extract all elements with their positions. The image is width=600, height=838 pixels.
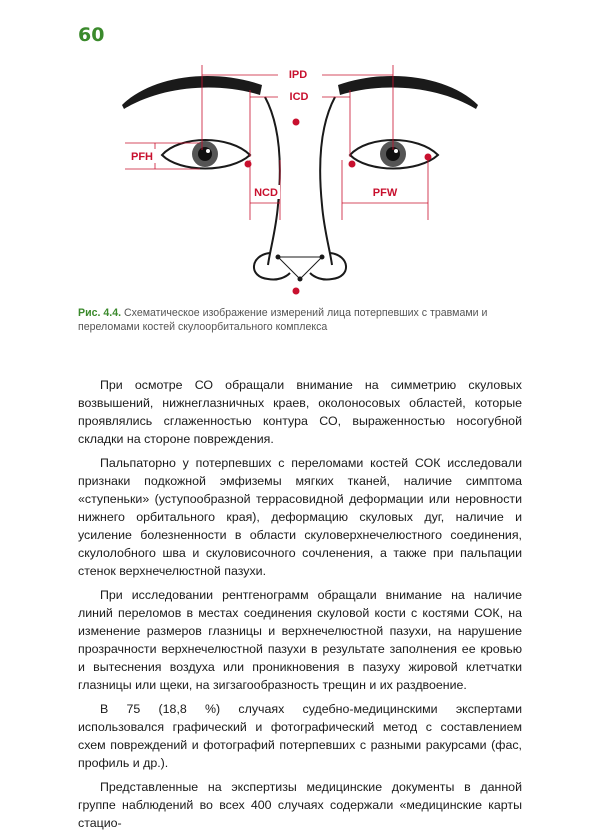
left-pupil-highlight [206, 149, 210, 153]
page-number: 60 [78, 24, 105, 46]
label-ncd: NCD [254, 187, 278, 199]
figure-caption-label: Рис. 4.4. [78, 307, 122, 319]
label-icd: ICD [289, 91, 309, 103]
label-pfw: PFW [372, 187, 398, 199]
face-measurement-figure [110, 55, 490, 300]
right-pupil-highlight [394, 149, 398, 153]
face-diagram [110, 55, 490, 300]
paragraph: Пальпаторно у потерпевших с переломами костей СОК исследовали признаки подкожной эмфиземы мягких тканей, наличие симптома «ступеньки» (уступообразной террасовидной деформации или неровности нижнего орбитального края), деформацию скуловых дуг, наличие и усиление болезненности в области скуловерхнечелюстного соединения, скулолобного шва и скуловисочного сочленения, а также при пальпации стенок верхнечелюстной пазухи. [78, 456, 522, 578]
figure-caption-text: Схематическое изображение измерений лица потерпевших с травмами и переломами костей скулоорбитального комплекса [78, 307, 488, 333]
nose-right-line [320, 97, 335, 265]
paragraph: В 75 (18,8 %) случаях судебно-медицинскими экспертами использовался графический и фотографический метод с составлением схем повреждений и фотографий потерпевших с разными ракурсами (фас, профиль и др.). [78, 702, 522, 770]
paragraph: Представленные на экспертизы медицинские документы в данной группе наблюдений во всех 400 случаях содержали «медицинские карты стацио- [78, 780, 522, 830]
paragraph: При осмотре СО обращали внимание на симметрию скуловых возвышений, нижнеглазничных краев, околоносовых областей, которые проявлялись сглаженностью контура СО, выраженностью носогубной складки на стороне повреждения. [78, 378, 522, 446]
label-ipd: IPD [288, 69, 308, 81]
left-pupil [198, 147, 212, 161]
left-eyebrow [122, 76, 262, 109]
nose-left-line [265, 97, 280, 265]
body-text [78, 376, 522, 838]
figure-caption [78, 306, 528, 334]
label-pfh: PFH [131, 151, 153, 163]
right-eyebrow [338, 76, 478, 109]
paragraph: При исследовании рентгенограмм обращали внимание на наличие линий переломов в местах соединения скуловой кости с костями СОК, на изменение размеров глазницы и верхнечелюстной пазухи, на нарушение прозрачности верхнечелюстной пазухи в результате заполнения ее кровью и вытеснения воздуха или проникновения в пазуху жировой клетчатки глазницы или щеки, на зигзагообразность трещин и их раздвоение. [78, 588, 522, 692]
